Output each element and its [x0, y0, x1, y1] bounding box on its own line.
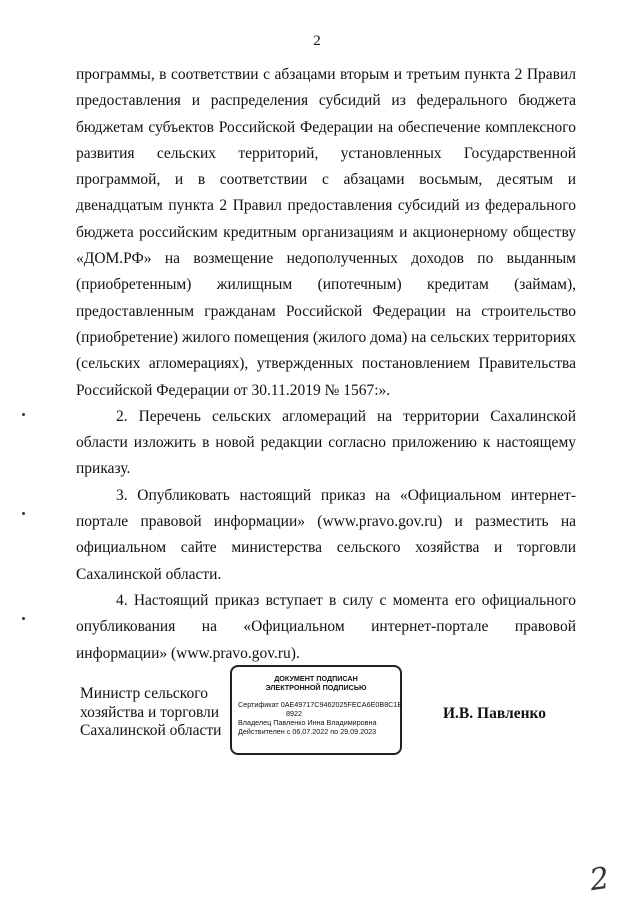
stamp-validity: Действителен с 06.07.2022 по 29.09.2023: [238, 727, 377, 736]
handwritten-page-mark: 2: [587, 860, 612, 899]
stamp-owner: Владелец Павленко Инна Владимировна: [238, 718, 377, 727]
scan-speck: [22, 617, 25, 620]
paragraph-continuation: программы, в соответствии с абзацами вторым и третьим пункта 2 Правил предоставления и распределения субсидий из федерального бюджета бюджетам субъектов Российской Федерации на обеспечение комплексного развития сельских территорий, установленных Государственной программой, и в соответствии с абзацами восьмым, десятым и двенадцатым пункта 2 Правил предоставления субсидий из федерального бюджета российским кредитным организациям и акционерному обществу «ДОМ.РФ» на возмещение недополученных доходов по выданным (приобретенным) жилищным (ипотечным) кредитам (займам), предоставленным гражданам Российской Федерации на строительство (приобретение) жилого помещения (жилого дома) на сельских территориях (сельских агломерациях), утвержденных постановлением Правительства Российской Федерации от 30.11.2019 № 1567:».: [76, 66, 576, 399]
stamp-certificate: Сертификат 0AE49717C9462025FECA6E0B8C1B: [238, 700, 403, 709]
signer-role-line-3: Сахалинской области: [80, 722, 222, 739]
document-body: [76, 62, 576, 667]
paragraph-item-3: 3. Опубликовать настоящий приказ на «Официальном интернет-портале правовой информации» (www.pravo.gov.ru) и разместить на официальном сайте министерства сельского хозяйства и торговли Сахалинской области.: [76, 486, 576, 583]
stamp-title-1: ДОКУМЕНТ ПОДПИСАН: [274, 674, 358, 683]
signer-role: [80, 685, 230, 741]
signer-role-line-2: хозяйства и торговли: [80, 703, 220, 721]
stamp-certificate-cont: 8922: [286, 709, 302, 718]
scan-speck: [22, 512, 25, 515]
electronic-signature-stamp: [230, 665, 402, 755]
signer-role-line-1: Министр сельского: [80, 685, 208, 702]
scan-speck: [22, 413, 25, 416]
paragraph-item-4: 4. Настоящий приказ вступает в силу с момента его официального опубликования на «Официальном интернет-портале правовой информации» (www.pravo.gov.ru).: [76, 591, 576, 662]
paragraph-item-2: 2. Перечень сельских агломераций на территории Сахалинской области изложить в новой редакции согласно приложению к настоящему приказу.: [76, 407, 576, 478]
page-number: 2: [313, 33, 321, 49]
signer-name: И.В. Павленко: [443, 705, 546, 722]
stamp-title-2: ЭЛЕКТРОННОЙ ПОДПИСЬЮ: [265, 683, 367, 692]
